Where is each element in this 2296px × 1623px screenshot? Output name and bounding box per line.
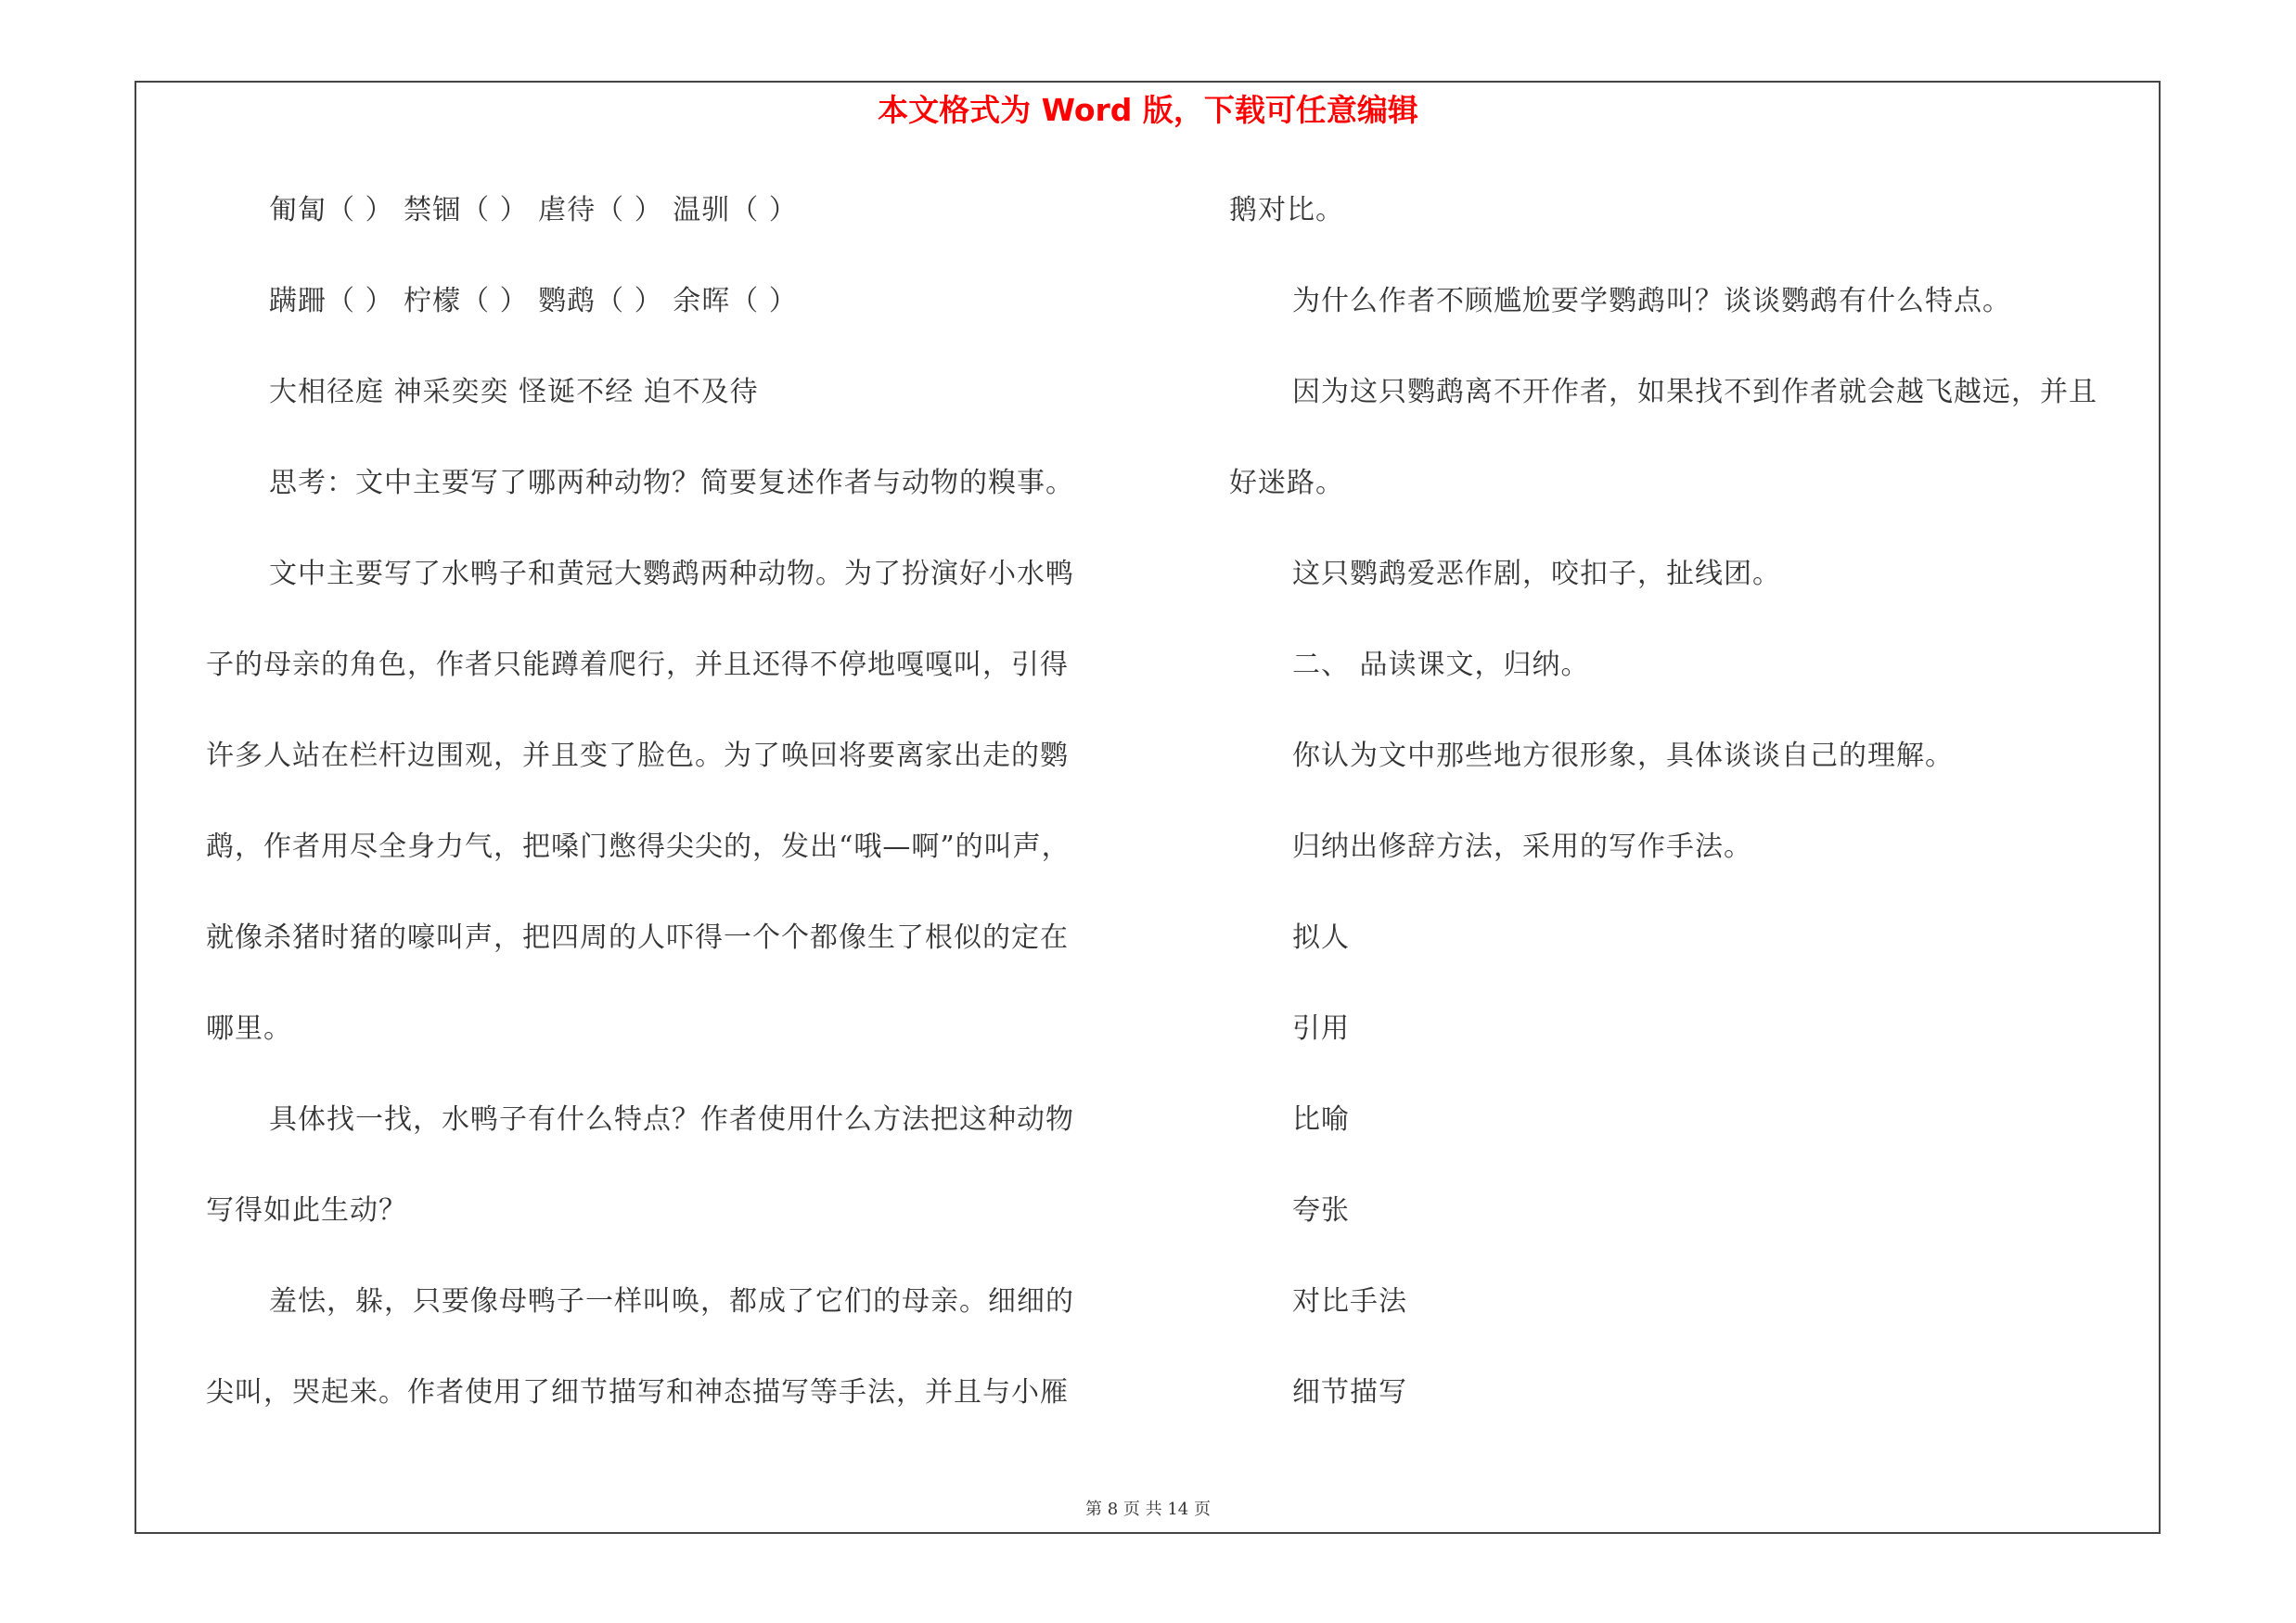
- list-item: 拟人: [1292, 921, 1350, 954]
- right-column: [1229, 181, 2157, 1454]
- section-heading: 二、 品读课文，归纳。: [1292, 649, 1590, 681]
- left-column: [206, 181, 1134, 1454]
- list-item: 对比手法: [1292, 1285, 1407, 1318]
- text-line: 就像杀猪时猪的嚎叫声，把四周的人吓得一个个都像生了根似的定在: [206, 921, 1069, 954]
- text-line: 尖叫，哭起来。作者使用了细节描写和神态描写等手法，并且与小雁: [206, 1376, 1069, 1409]
- text-line: 文中主要写了水鸭子和黄冠大鹦鹉两种动物。为了扮演好小水鸭: [269, 558, 1074, 590]
- text-line: 写得如此生动？: [206, 1194, 407, 1227]
- text-line: 哪里。: [206, 1012, 292, 1045]
- header-title: 本文格式为 Word 版，下载可任意编辑: [878, 92, 1418, 128]
- list-item: 比喻: [1292, 1103, 1350, 1136]
- list-item: 引用: [1292, 1012, 1350, 1045]
- text-line: 蹒跚（ ） 柠檬（ ） 鹦鹉（ ） 余晖（ ）: [269, 285, 798, 317]
- list-item: 细节描写: [1292, 1376, 1407, 1409]
- list-item: 夸张: [1292, 1194, 1350, 1227]
- text-line: 这只鹦鹉爱恶作剧，咬扣子，扯线团。: [1292, 558, 1781, 590]
- text-line: 具体找一找，水鸭子有什么特点？作者使用什么方法把这种动物: [269, 1103, 1074, 1136]
- text-line: 大相径庭 神采奕奕 怪诞不经 迫不及待: [269, 376, 759, 408]
- text-line: 因为这只鹦鹉离不开作者，如果找不到作者就会越飞越远，并且: [1292, 376, 2097, 408]
- text-line: 你认为文中那些地方很形象，具体谈谈自己的理解。: [1292, 740, 1954, 772]
- text-line: 子的母亲的角色，作者只能蹲着爬行，并且还得不停地嘎嘎叫，引得: [206, 649, 1069, 681]
- text-line: 匍匐（ ） 禁锢（ ） 虐待（ ） 温驯（ ）: [269, 194, 798, 226]
- text-line: 鹉，作者用尽全身力气，把嗓门憋得尖尖的，发出“哦—啊”的叫声，: [206, 831, 1071, 863]
- text-line: 归纳出修辞方法，采用的写作手法。: [1292, 831, 1752, 863]
- text-line: 许多人站在栏杆边围观，并且变了脸色。为了唤回将要离家出走的鹦: [206, 740, 1069, 772]
- page-number: 第 8 页 共 14 页: [1085, 1500, 1211, 1519]
- text-line: 思考：文中主要写了哪两种动物？简要复述作者与动物的糗事。: [269, 467, 1074, 499]
- text-line: 羞怯，躲，只要像母鸭子一样叫唤，都成了它们的母亲。细细的: [269, 1285, 1074, 1318]
- text-line: 鹅对比。: [1229, 194, 1344, 226]
- text-line: 为什么作者不顾尴尬要学鹦鹉叫？谈谈鹦鹉有什么特点。: [1292, 285, 2011, 317]
- text-line: 好迷路。: [1229, 467, 1344, 499]
